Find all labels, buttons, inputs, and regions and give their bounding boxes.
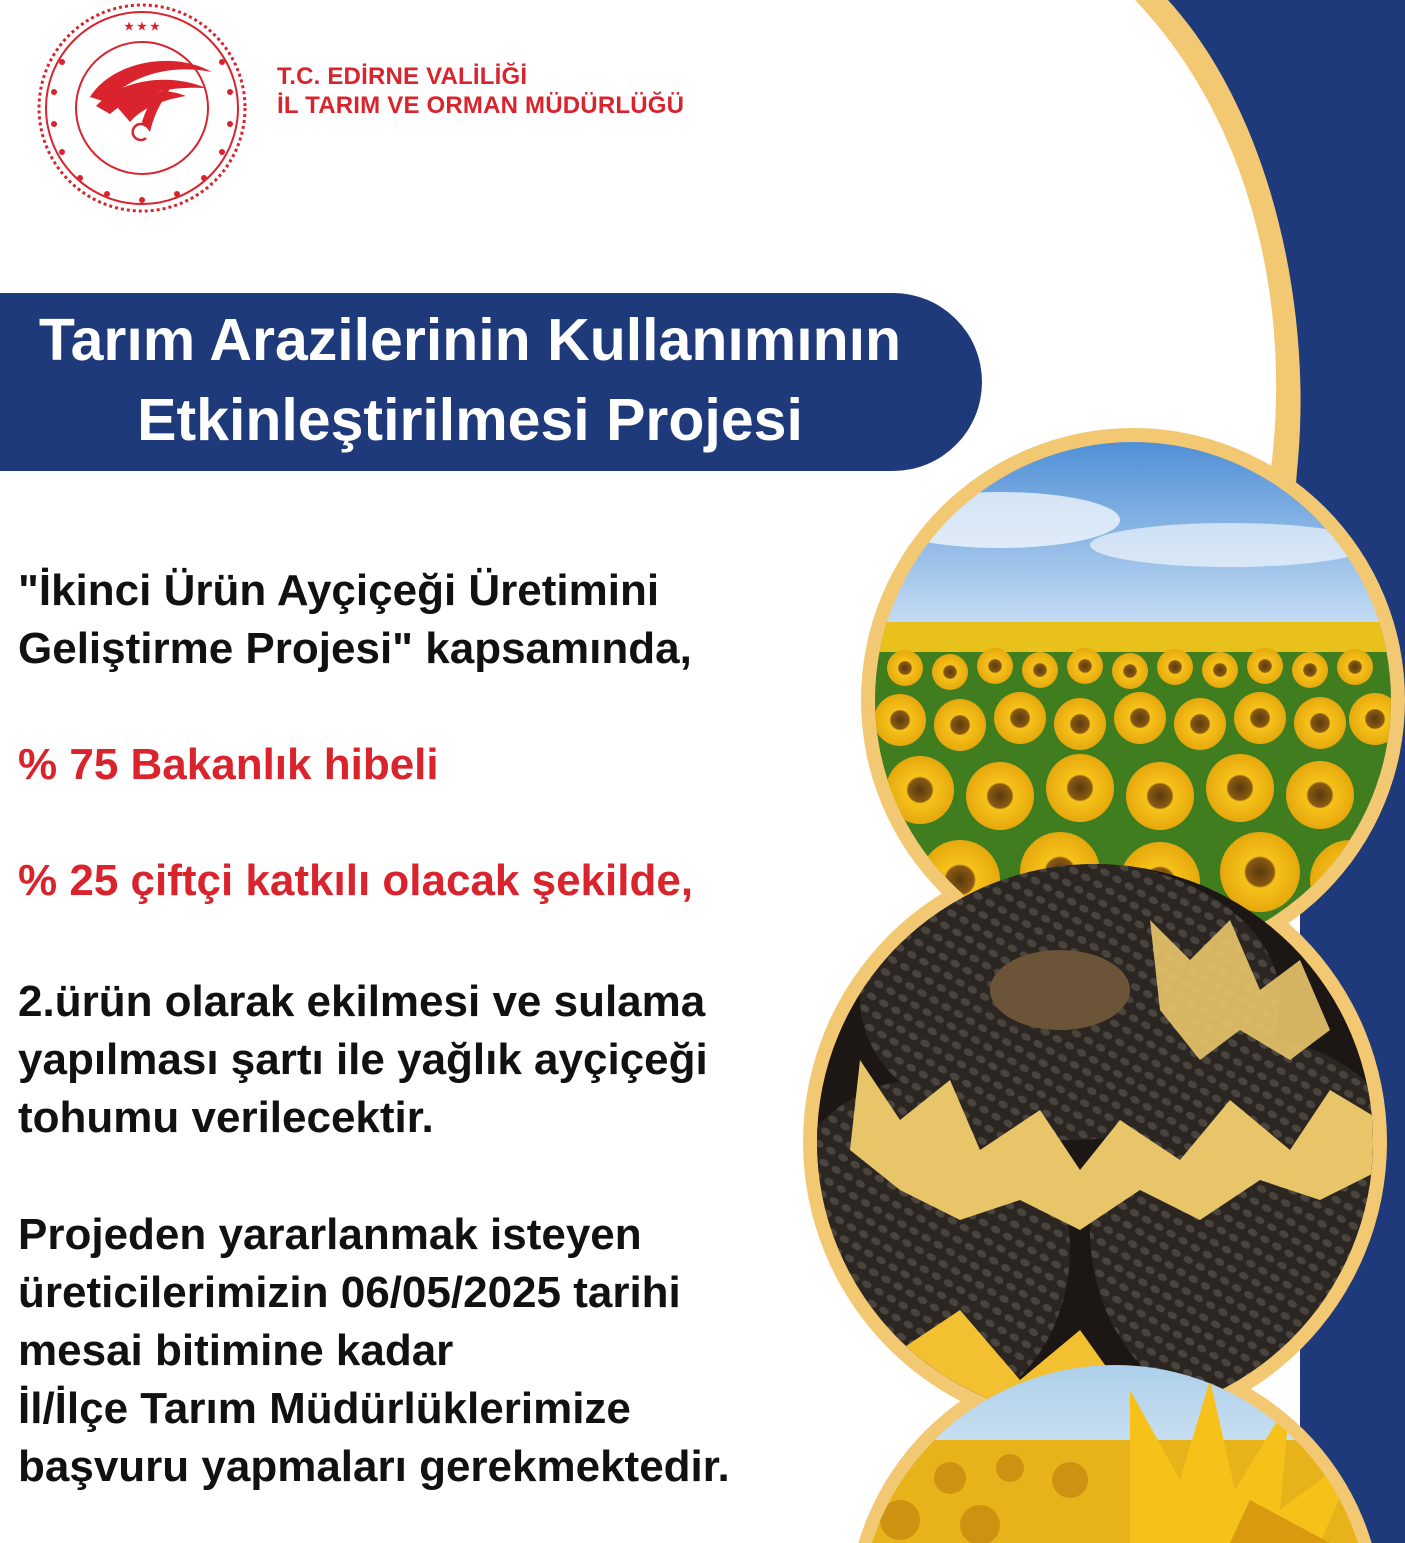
farmer-contribution-text: % 25 çiftçi katkılı olacak şekilde, — [18, 856, 694, 905]
institution-line-2: İL TARIM VE ORMAN MÜDÜRLÜĞÜ — [277, 92, 685, 119]
farmer-contribution-line — [18, 852, 838, 910]
application-paragraph — [18, 1206, 838, 1496]
intro-paragraph — [18, 562, 838, 678]
application-line-5: başvuru yapmaları gerekmektedir. — [18, 1442, 730, 1491]
intro-line-2: Geliştirme Projesi" kapsamında, — [18, 624, 692, 673]
institution-name — [277, 62, 684, 120]
condition-line-2: yapılması şartı ile yağlık ayçiçeği — [18, 1035, 708, 1084]
application-line-1: Projeden yararlanmak isteyen — [18, 1210, 642, 1259]
ministry-seal-icon — [22, 2, 262, 214]
application-line-2: üreticilerimizin 06/05/2025 tarihi — [18, 1268, 681, 1317]
application-line-3: mesai bitimine kadar — [18, 1326, 454, 1375]
grant-text: % 75 Bakanlık hibeli — [18, 740, 439, 789]
svg-text:★ ★ ★: ★ ★ ★ — [124, 21, 160, 33]
institution-line-1: T.C. EDİRNE VALİLİĞİ — [277, 63, 528, 90]
condition-line-3: tohumu verilecektir. — [18, 1093, 434, 1142]
project-title-line-2: Etkinleştirilmesi Projesi — [137, 387, 803, 453]
condition-line-1: 2.ürün olarak ekilmesi ve sulama — [18, 977, 706, 1026]
application-line-4: İl/İlçe Tarım Müdürlüklerimize — [18, 1384, 631, 1433]
project-title-line-1: Tarım Arazilerinin Kullanımının — [38, 307, 902, 373]
condition-paragraph — [18, 973, 838, 1147]
project-title — [0, 300, 940, 460]
grant-line — [18, 736, 838, 794]
intro-line-1: "İkinci Ürün Ayçiçeği Üretimini — [18, 566, 660, 615]
